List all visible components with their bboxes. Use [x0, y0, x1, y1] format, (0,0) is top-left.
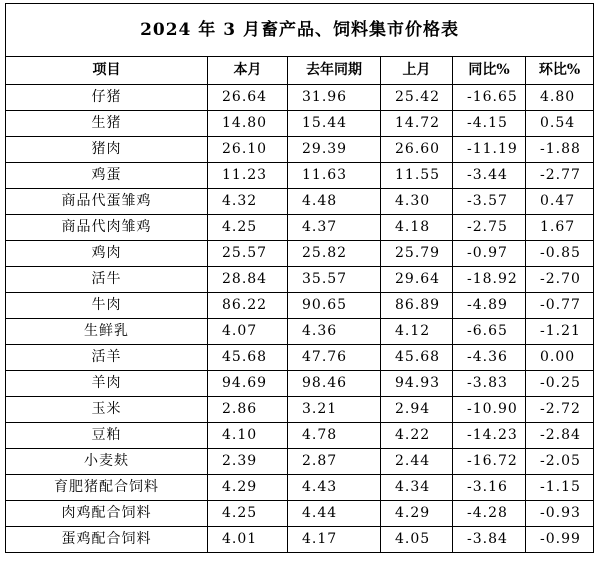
this-month-cell: 4.10: [208, 423, 288, 449]
last-month-cell: 86.89: [381, 293, 453, 319]
yoy-cell: -6.65: [453, 319, 526, 345]
item-name-cell: 商品代肉雏鸡: [6, 215, 208, 241]
this-month-cell: 94.69: [208, 371, 288, 397]
this-month-cell: 4.07: [208, 319, 288, 345]
mom-cell: -0.93: [526, 501, 594, 527]
table-row: [6, 163, 594, 189]
last-month-cell: 4.30: [381, 189, 453, 215]
last-month-cell: 25.79: [381, 241, 453, 267]
mom-cell: 1.67: [526, 215, 594, 241]
this-month-cell: 28.84: [208, 267, 288, 293]
last-month-cell: 4.22: [381, 423, 453, 449]
yoy-cell: -3.44: [453, 163, 526, 189]
item-name-cell: 生鲜乳: [6, 319, 208, 345]
yoy-cell: -4.89: [453, 293, 526, 319]
this-month-cell: 2.39: [208, 449, 288, 475]
header-mom: 环比%: [526, 57, 594, 85]
mom-cell: -1.21: [526, 319, 594, 345]
item-name-cell: 猪肉: [6, 137, 208, 163]
item-name-cell: 商品代蛋雏鸡: [6, 189, 208, 215]
header-row: [6, 57, 594, 85]
yoy-cell: -4.36: [453, 345, 526, 371]
yoy-cell: -10.90: [453, 397, 526, 423]
this-month-cell: 26.10: [208, 137, 288, 163]
table-row: [6, 267, 594, 293]
yoy-cell: -3.84: [453, 527, 526, 553]
mom-cell: -1.88: [526, 137, 594, 163]
yoy-cell: -0.97: [453, 241, 526, 267]
mom-cell: 0.00: [526, 345, 594, 371]
header-item: 项目: [6, 57, 208, 85]
table-row: [6, 293, 594, 319]
this-month-cell: 11.23: [208, 163, 288, 189]
mom-cell: -1.15: [526, 475, 594, 501]
this-month-cell: 26.64: [208, 85, 288, 111]
table-body: [6, 85, 594, 553]
item-name-cell: 蛋鸡配合饲料: [6, 527, 208, 553]
last-month-cell: 45.68: [381, 345, 453, 371]
item-name-cell: 玉米: [6, 397, 208, 423]
last-year-cell: 3.21: [288, 397, 381, 423]
mom-cell: 4.80: [526, 85, 594, 111]
table-row: [6, 189, 594, 215]
last-month-cell: 4.34: [381, 475, 453, 501]
last-month-cell: 4.29: [381, 501, 453, 527]
yoy-cell: -16.65: [453, 85, 526, 111]
item-name-cell: 活羊: [6, 345, 208, 371]
yoy-cell: -4.15: [453, 111, 526, 137]
yoy-cell: -3.57: [453, 189, 526, 215]
mom-cell: -2.72: [526, 397, 594, 423]
last-month-cell: 4.12: [381, 319, 453, 345]
table-row: [6, 397, 594, 423]
this-month-cell: 4.32: [208, 189, 288, 215]
this-month-cell: 4.25: [208, 501, 288, 527]
last-year-cell: 98.46: [288, 371, 381, 397]
item-name-cell: 生猪: [6, 111, 208, 137]
this-month-cell: 4.01: [208, 527, 288, 553]
this-month-cell: 4.29: [208, 475, 288, 501]
yoy-cell: -4.28: [453, 501, 526, 527]
last-year-cell: 29.39: [288, 137, 381, 163]
table-row: [6, 501, 594, 527]
mom-cell: 0.54: [526, 111, 594, 137]
item-name-cell: 鸡肉: [6, 241, 208, 267]
last-year-cell: 15.44: [288, 111, 381, 137]
last-year-cell: 4.37: [288, 215, 381, 241]
header-this-month: 本月: [208, 57, 288, 85]
this-month-cell: 4.25: [208, 215, 288, 241]
last-month-cell: 11.55: [381, 163, 453, 189]
last-month-cell: 4.05: [381, 527, 453, 553]
table-row: [6, 319, 594, 345]
table-row: [6, 111, 594, 137]
mom-cell: -0.25: [526, 371, 594, 397]
last-year-cell: 4.48: [288, 189, 381, 215]
mom-cell: -0.77: [526, 293, 594, 319]
mom-cell: -0.99: [526, 527, 594, 553]
last-month-cell: 4.18: [381, 215, 453, 241]
yoy-cell: -18.92: [453, 267, 526, 293]
table-row: [6, 423, 594, 449]
table-row: [6, 527, 594, 553]
table-row: [6, 137, 594, 163]
this-month-cell: 2.86: [208, 397, 288, 423]
mom-cell: -2.70: [526, 267, 594, 293]
last-year-cell: 4.78: [288, 423, 381, 449]
last-month-cell: 26.60: [381, 137, 453, 163]
item-name-cell: 育肥猪配合饲料: [6, 475, 208, 501]
title-row: [6, 4, 594, 57]
table-row: [6, 85, 594, 111]
last-month-cell: 94.93: [381, 371, 453, 397]
item-name-cell: 仔猪: [6, 85, 208, 111]
last-year-cell: 2.87: [288, 449, 381, 475]
last-year-cell: 47.76: [288, 345, 381, 371]
last-month-cell: 2.44: [381, 449, 453, 475]
table-row: [6, 215, 594, 241]
mom-cell: -2.84: [526, 423, 594, 449]
last-month-cell: 25.42: [381, 85, 453, 111]
header-last-month: 上月: [381, 57, 453, 85]
item-name-cell: 豆粕: [6, 423, 208, 449]
header-last-year: 去年同期: [288, 57, 381, 85]
mom-cell: -2.05: [526, 449, 594, 475]
item-name-cell: 羊肉: [6, 371, 208, 397]
table-row: [6, 475, 594, 501]
yoy-cell: -11.19: [453, 137, 526, 163]
item-name-cell: 活牛: [6, 267, 208, 293]
last-year-cell: 31.96: [288, 85, 381, 111]
table-row: [6, 449, 594, 475]
item-name-cell: 牛肉: [6, 293, 208, 319]
item-name-cell: 肉鸡配合饲料: [6, 501, 208, 527]
price-table-container: [5, 3, 593, 553]
last-year-cell: 11.63: [288, 163, 381, 189]
last-year-cell: 90.65: [288, 293, 381, 319]
last-month-cell: 2.94: [381, 397, 453, 423]
last-month-cell: 14.72: [381, 111, 453, 137]
yoy-cell: -3.83: [453, 371, 526, 397]
table-row: [6, 345, 594, 371]
mom-cell: -2.77: [526, 163, 594, 189]
table-title: 2024 年 3 月畜产品、饲料集市价格表: [6, 4, 594, 57]
yoy-cell: -3.16: [453, 475, 526, 501]
yoy-cell: -2.75: [453, 215, 526, 241]
item-name-cell: 小麦麸: [6, 449, 208, 475]
yoy-cell: -14.23: [453, 423, 526, 449]
last-month-cell: 29.64: [381, 267, 453, 293]
this-month-cell: 86.22: [208, 293, 288, 319]
this-month-cell: 14.80: [208, 111, 288, 137]
last-year-cell: 35.57: [288, 267, 381, 293]
table-row: [6, 241, 594, 267]
mom-cell: -0.85: [526, 241, 594, 267]
mom-cell: 0.47: [526, 189, 594, 215]
price-table: [5, 3, 594, 553]
last-year-cell: 4.36: [288, 319, 381, 345]
this-month-cell: 25.57: [208, 241, 288, 267]
this-month-cell: 45.68: [208, 345, 288, 371]
table-row: [6, 371, 594, 397]
last-year-cell: 4.44: [288, 501, 381, 527]
last-year-cell: 25.82: [288, 241, 381, 267]
last-year-cell: 4.43: [288, 475, 381, 501]
item-name-cell: 鸡蛋: [6, 163, 208, 189]
header-yoy: 同比%: [453, 57, 526, 85]
yoy-cell: -16.72: [453, 449, 526, 475]
last-year-cell: 4.17: [288, 527, 381, 553]
